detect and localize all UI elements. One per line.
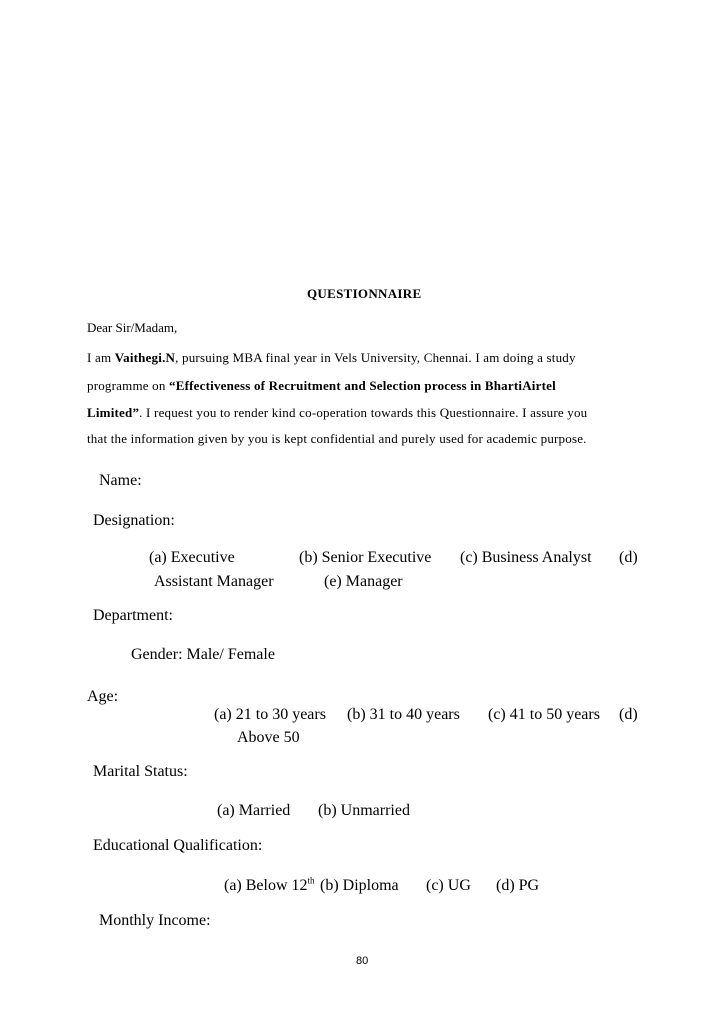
designation-option-a: (a) Executive (149, 549, 235, 566)
marital-option-b: (b) Unmarried (318, 802, 410, 819)
age-label: Age: (87, 688, 119, 705)
marital-option-a: (a) Married (217, 802, 291, 819)
designation-label: Designation: (93, 512, 175, 529)
designation-option-c: (c) Business Analyst (460, 549, 592, 566)
education-label: Educational Qualification: (93, 837, 263, 854)
designation-option-d-letter: (d) (619, 549, 638, 566)
education-option-a (224, 877, 315, 895)
age-option-d-letter: (d) (619, 706, 638, 723)
author-name: Vaithegi.N (114, 350, 176, 365)
page-number: 80 (356, 955, 369, 967)
age-option-d-text: Above 50 (237, 729, 300, 746)
education-option-d: (d) PG (496, 877, 540, 894)
name-label: Name: (99, 472, 142, 489)
designation-option-d-text: Assistant Manager (154, 573, 274, 590)
intro-text: I am (87, 350, 115, 365)
age-option-c: (c) 41 to 50 years (488, 706, 600, 723)
intro-line-4: that the information given by you is kept confidential and purely used for academic purpose. (87, 431, 587, 446)
education-option-b: (b) Diploma (320, 877, 399, 894)
intro-text: programme on (87, 378, 170, 393)
page-title: QUESTIONNAIRE (307, 286, 422, 301)
department-label: Department: (93, 607, 173, 624)
intro-text: . I request you to render kind co-operation towards this Questionnaire. I assure you (139, 405, 588, 420)
intro-line-3 (87, 405, 587, 421)
gender-label: Gender: Male/ Female (131, 646, 275, 663)
monthly-income-label: Monthly Income: (99, 912, 211, 929)
designation-option-b: (b) Senior Executive (299, 549, 432, 566)
education-option-a-superscript: th (307, 875, 315, 886)
study-title-end: Limited” (87, 405, 140, 420)
age-option-b: (b) 31 to 40 years (347, 706, 460, 723)
age-option-a: (a) 21 to 30 years (214, 706, 326, 723)
greeting: Dear Sir/Madam, (87, 320, 178, 335)
marital-status-label: Marital Status: (93, 763, 188, 780)
intro-line-1 (87, 350, 576, 366)
designation-option-e: (e) Manager (324, 573, 403, 590)
intro-line-2 (87, 378, 556, 394)
education-option-c: (c) UG (426, 877, 471, 894)
intro-text: , pursuing MBA final year in Vels University, Chennai. I am doing a study (175, 350, 576, 365)
education-option-a-text: (a) Below 12 (224, 877, 308, 894)
study-title: “Effectiveness of Recruitment and Selection process in BhartiAirtel (169, 378, 556, 393)
